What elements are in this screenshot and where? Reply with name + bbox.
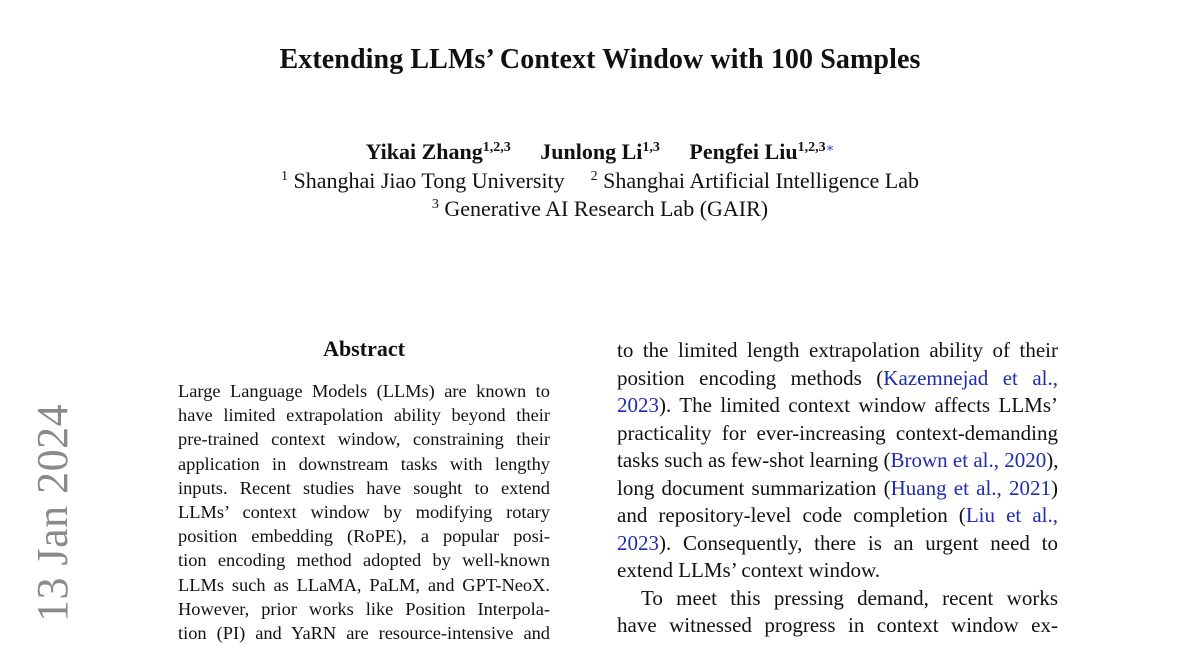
author-name: Pengfei Liu (689, 139, 798, 164)
author-3 (689, 139, 834, 164)
abstract-heading: Abstract (323, 336, 405, 361)
citation-link[interactable]: 2023 (617, 530, 659, 555)
abstract-line: However, prior works like Position Interpola- (178, 598, 550, 619)
abstract-line: Large Language Models (LLMs) are known to (178, 381, 550, 401)
abstract-line: tion encoding method adopted by well-known (178, 550, 550, 571)
intro-text: ), (1046, 448, 1059, 472)
affiliation-line-1 (0, 168, 1200, 194)
abstract-body (178, 379, 550, 645)
intro-text: ). The limited context window affects LLMs’ (659, 393, 1058, 417)
citation-link[interactable]: Kazemnejad et al., (883, 365, 1059, 390)
paper-title: Extending LLMs’ Context Window with 100 Samples (279, 44, 921, 75)
citation-link[interactable]: Liu et al., (965, 503, 1058, 527)
arxiv-date-stamp: 13 Jan 2024 (28, 403, 77, 622)
intro-text: ). Consequently, there is an urgent need to (659, 530, 1058, 555)
affiliation-name: Shanghai Jiao Tong University (293, 168, 565, 193)
intro-line: To meet this pressing demand, recent works (641, 585, 1058, 610)
intro-line (617, 502, 1058, 530)
corresponding-author-mark[interactable]: ∗ (825, 140, 835, 155)
author-list (0, 139, 1200, 165)
abstract-line: position embedding (RoPE), a popular posi- (178, 526, 550, 547)
author-name: Yikai Zhang (365, 139, 483, 164)
abstract-line: application in downstream tasks with lengthy (178, 453, 550, 474)
author-affiliation-marks: 1,3 (642, 140, 660, 155)
intro-line (617, 447, 1058, 475)
intro-text: position encoding methods ( (617, 365, 884, 390)
author-affiliation-marks: 1,2,3 (797, 140, 826, 155)
introduction-body (617, 337, 1058, 640)
intro-line: to the limited length extrapolation ability of their (617, 338, 1058, 362)
intro-text: and repository-level code completion ( (617, 503, 966, 527)
intro-text: tasks such as few-shot learning ( (617, 448, 891, 472)
author-1 (366, 139, 511, 164)
intro-line (617, 392, 1058, 420)
abstract-line: LLMs’ context window by modifying rotary (178, 502, 550, 523)
abstract-line: tion (PI) and YaRN are resource-intensive and (178, 623, 550, 644)
intro-line (617, 475, 1058, 503)
intro-line (617, 365, 1058, 393)
intro-line: practicality for ever-increasing context-demanding (617, 420, 1058, 445)
citation-link[interactable]: Huang et al., 2021 (890, 475, 1052, 500)
abstract-line: LLMs such as LLaMA, PaLM, and GPT-NeoX. (178, 574, 550, 595)
intro-line: have witnessed progress in context window ex- (617, 613, 1058, 637)
author-name: Junlong Li (540, 139, 643, 164)
affiliation-number: 3 (431, 197, 439, 212)
intro-text: long document summarization ( (617, 475, 891, 500)
intro-text: ) (1051, 475, 1059, 500)
affiliation-name: Shanghai Artificial Intelligence Lab (603, 168, 920, 193)
abstract-line: have limited extrapolation ability beyond their (178, 405, 550, 426)
intro-line (617, 530, 1058, 558)
abstract-line: pre-trained context window, constraining their (178, 429, 550, 450)
abstract-line: inputs. Recent studies have sought to extend (178, 477, 550, 498)
affiliation-number: 2 (590, 169, 598, 184)
citation-link[interactable]: 2023 (617, 393, 659, 417)
affiliation-number: 1 (280, 169, 288, 184)
author-2 (540, 139, 660, 164)
intro-line: extend LLMs’ context window. (617, 558, 881, 582)
citation-link[interactable]: Brown et al., 2020 (890, 448, 1047, 472)
author-affiliation-marks: 1,2,3 (482, 140, 511, 155)
affiliation-line-2 (0, 196, 1200, 222)
affiliation-name: Generative AI Research Lab (GAIR) (444, 196, 769, 221)
